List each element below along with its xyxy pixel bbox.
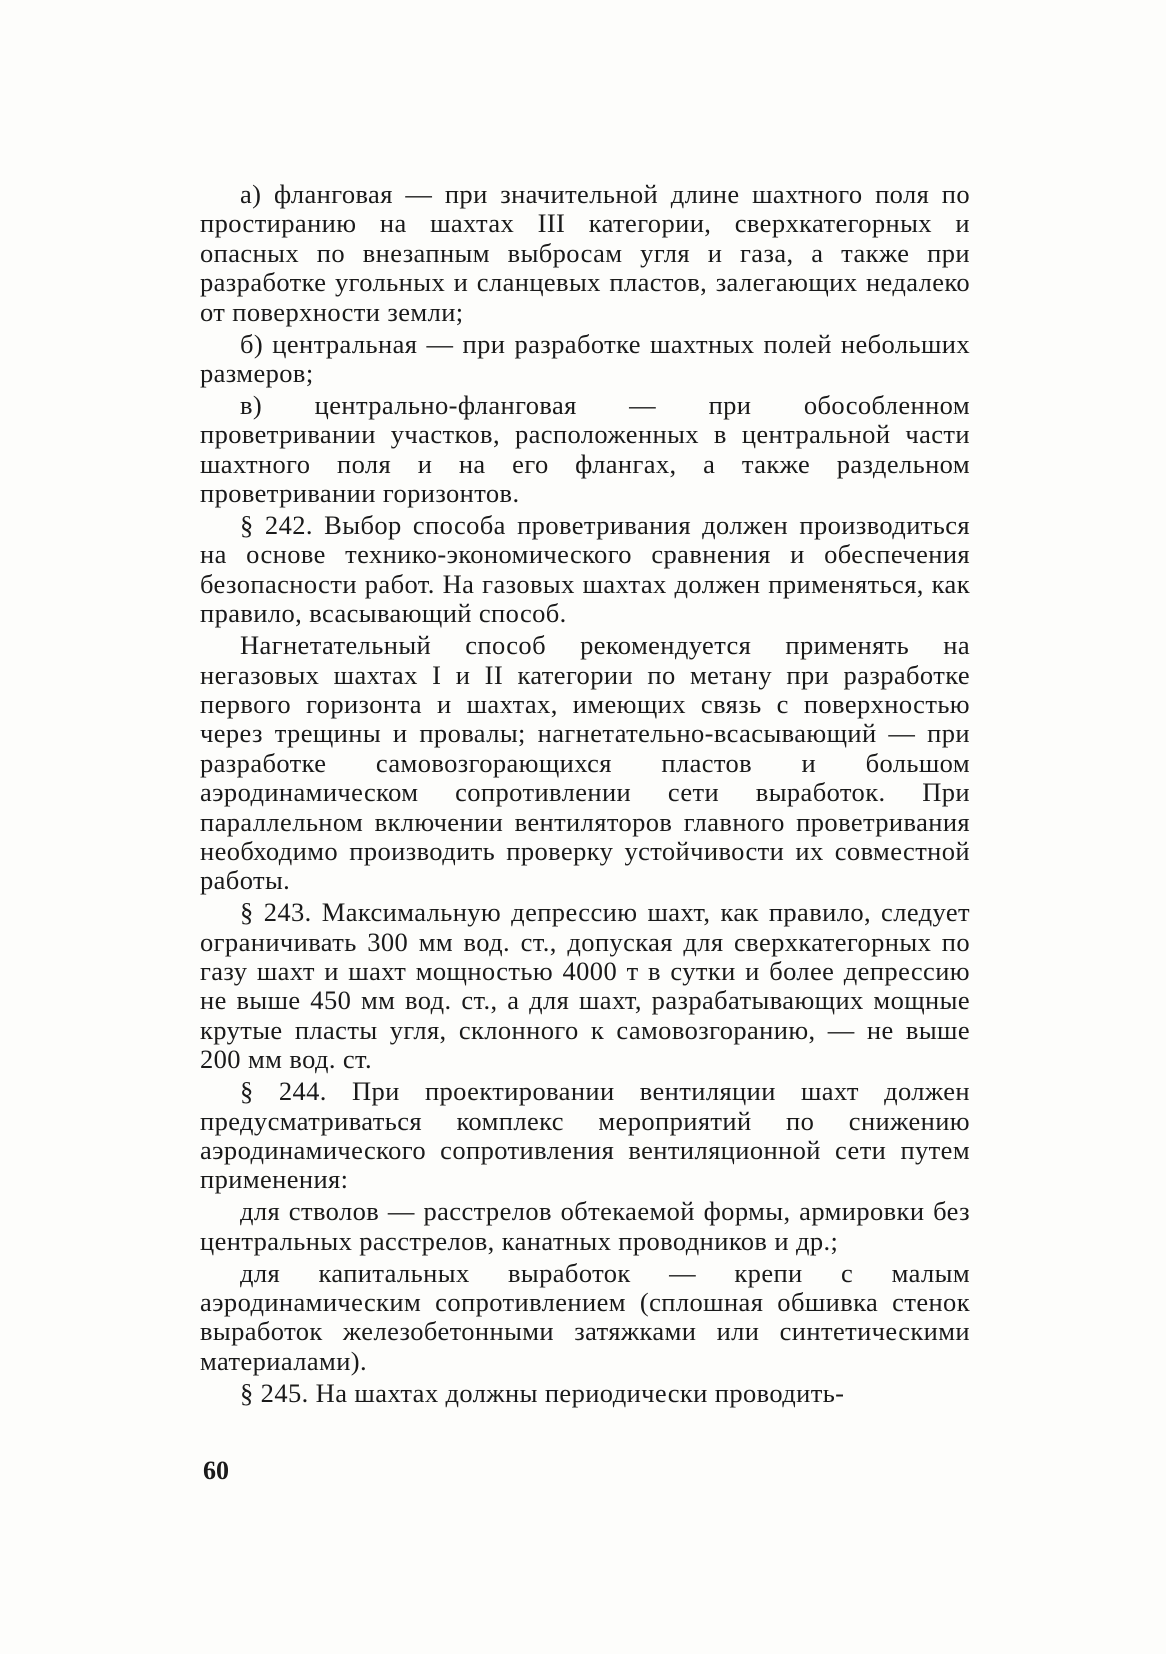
paragraph-section-243: § 243. Максимальную депрессию шахт, как правило, следует ограничивать 300 мм вод. ст., допуская для сверхкатегорных по газу шахт и шахт мощностью 4000 т в сутки и более депрессию не выше 450 мм вод. ст., а для шахт, разрабатывающих мощные крутые пласты угля, склонного к самовозгоранию, — не выше 200 мм вод. ст. <box>200 897 970 1075</box>
paragraph-flank-ventilation: а) фланговая — при значительной длине шахтного поля по простиранию на шахтах III категории, сверхкатегорных и опасных по внезапным выбросам угля и газа, а также при разработке угольных и сланцевых пластов, залегающих недалеко от поверхности земли; <box>200 179 970 327</box>
paragraph-shafts: для стволов — расстрелов обтекаемой формы, армировки без центральных расстрелов, канатных проводников и др.; <box>200 1196 970 1256</box>
paragraph-section-244: § 244. При проектировании вентиляции шахт должен предусматриваться комплекс мероприятий по снижению аэродинамического сопротивления вентиляционной сети путем применения: <box>200 1076 970 1195</box>
paragraph-section-245: § 245. На шахтах должны периодически проводить- <box>240 1377 845 1408</box>
paragraph-capital-workings: для капитальных выработок — крепи с малым аэродинамическим сопротивлением (сплошная обшивка стенок выработок железобетонными затяжками или синтетическими материалами). <box>200 1257 970 1376</box>
body-text <box>200 180 970 1411</box>
paragraph-central-flank-ventilation: в) центрально-фланговая — при обособленном проветривании участков, расположенных в центральной части шахтного поля и на его флангах, а также раздельном проветривании горизонтов. <box>200 389 970 509</box>
page-number: 60 <box>203 1456 229 1485</box>
paragraph-forcing-method: Нагнетательный способ рекомендуется применять на негазовых шахтах I и II категории по метану при разработке первого горизонта и шахтах, имеющих связь с поверхностью через трещины и провалы; нагнетательно-всасывающий — при разработке самовозгорающихся пластов и большом аэродинамическом сопротивлении сети выработок. При параллельном включении вентиляторов главного проветривания необходимо производить проверку устойчивости их совместной работы. <box>200 630 970 896</box>
paragraph-section-242: § 242. Выбор способа проветривания должен производиться на основе технико-экономического сравнения и обеспечения безопасности работ. На газовых шахтах должен применяться, как правило, всасывающий способ. <box>200 509 970 629</box>
paragraph-central-ventilation: б) центральная — при разработке шахтных полей небольших размеров; <box>200 328 970 388</box>
